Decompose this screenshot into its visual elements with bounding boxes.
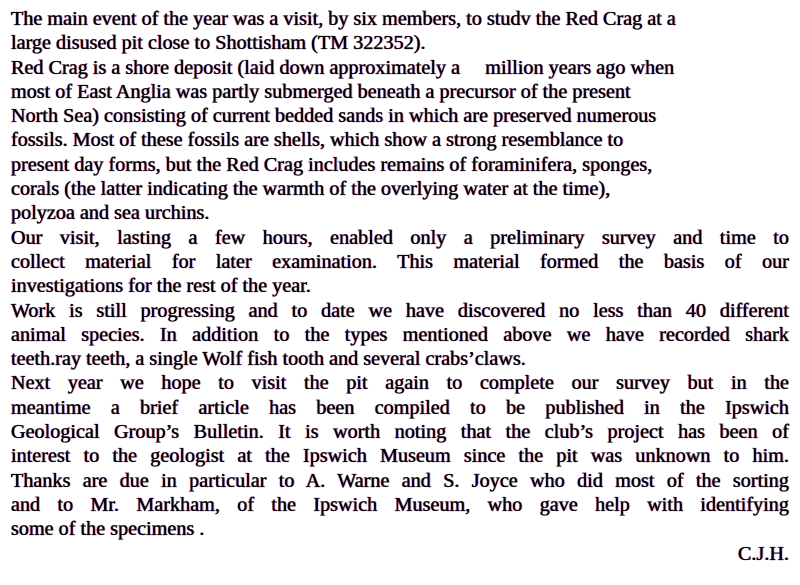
text-line: North Sea) consisting of current bedded sands in which are preserved numerous [11,105,657,128]
text-line: present day forms, but the Red Crag includes remains of foraminifera, sponges, [11,153,653,176]
text-line: Work is still progressing and to date we have discovered no less than 40 different [11,299,789,322]
text-line: Red Crag is a shore deposit (laid down approximately a million years ago when [11,56,675,79]
text-line: Next year we hope to visit the pit again to complete our survey but in the [11,372,789,395]
text-line: meantime a brief article has been compiled to be published in the Ipswich [11,396,789,419]
text-line: collect material for later examination. This material formed the basis of our [11,250,789,273]
text-line: Geological Group’s Bulletin. It is worth noting that the club’s project has been of [11,421,789,444]
text-line: polyzoa and sea urchins. [11,202,210,225]
text-line: some of the specimens . [11,518,205,541]
text-line: interest to the geologist at the Ipswich Museum since the pit was unknown to him. [11,445,789,468]
text-line: large disused pit close to Shottisham (TM 322352). [11,32,426,55]
text-line: corals (the latter indicating the warmth of the overlying water at the time), [11,178,611,201]
text-line: most of East Anglia was partly submerged beneath a precursor of the present [11,80,631,103]
text-line: animal species. In addition to the types mentioned above we have recorded shark [11,323,789,346]
text-line: Our visit, lasting a few hours, enabled only a preliminary survey and time to [11,226,789,249]
text-line: and to Mr. Markham, of the Ipswich Museum, who gave help with identifying [11,493,789,516]
text-line: fossils. Most of these fossils are shells, which show a strong resemblance to [11,129,624,152]
text-line: investigations for the rest of the year. [11,275,311,298]
text-line: The main event of the year was a visit, by six members, to studv the Red Crag at a [11,8,676,30]
text-line: teeth.ray teeth, a single Wolf fish tooth and several crabs’claws. [11,348,526,371]
text-line: Thanks are due in particular to A. Warne and S. Joyce who did most of the sorting [11,469,789,492]
signature: C.J.H. [737,542,789,565]
